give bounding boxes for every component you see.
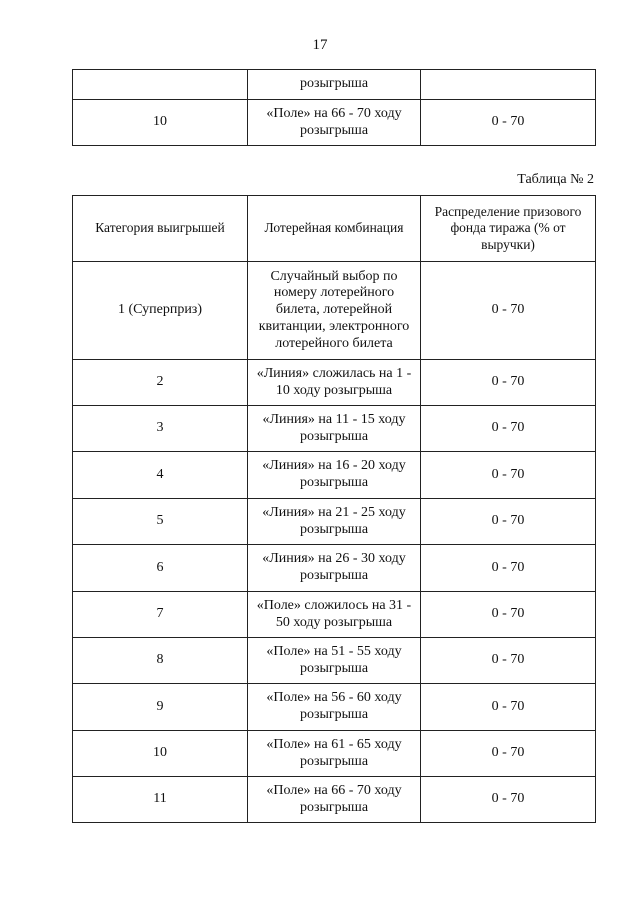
category-cell: 4 xyxy=(73,452,248,499)
combination-cell: розыгрыша xyxy=(248,70,421,100)
category-cell: 7 xyxy=(73,592,248,638)
combination-cell: Случайный выбор по номеру лотерейного билета, лотерейной квитанции, электронного лотерейного билета xyxy=(248,262,421,360)
header-combination: Лотерейная комбинация xyxy=(248,196,421,262)
distribution-cell: 0 - 70 xyxy=(421,452,596,499)
distribution-cell: 0 - 70 xyxy=(421,684,596,731)
combination-cell: «Поле» на 66 - 70 ходу розыгрыша xyxy=(248,777,421,823)
continuation-table xyxy=(72,69,596,146)
table-header-row xyxy=(73,196,596,262)
distribution-cell: 0 - 70 xyxy=(421,499,596,545)
combination-cell: «Линия» на 11 - 15 ходу розыгрыша xyxy=(248,406,421,452)
combination-cell: «Линия» сложилась на 1 - 10 ходу розыгрыша xyxy=(248,360,421,406)
distribution-cell: 0 - 70 xyxy=(421,731,596,777)
table-row xyxy=(73,684,596,731)
table-row xyxy=(73,70,596,100)
distribution-cell: 0 - 70 xyxy=(421,100,596,146)
table-row xyxy=(73,452,596,499)
distribution-cell: 0 - 70 xyxy=(421,545,596,592)
table-row xyxy=(73,777,596,823)
category-cell: 10 xyxy=(73,100,248,146)
category-cell: 2 xyxy=(73,360,248,406)
header-category: Категория выигрышей xyxy=(73,196,248,262)
table-row xyxy=(73,545,596,592)
distribution-cell: 0 - 70 xyxy=(421,262,596,360)
combination-cell: «Поле» на 61 - 65 ходу розыгрыша xyxy=(248,731,421,777)
table-row xyxy=(73,731,596,777)
distribution-cell xyxy=(421,70,596,100)
combination-cell: «Линия» на 26 - 30 ходу розыгрыша xyxy=(248,545,421,592)
distribution-cell: 0 - 70 xyxy=(421,777,596,823)
combination-cell: «Поле» на 66 - 70 ходу розыгрыша xyxy=(248,100,421,146)
category-cell: 1 (Суперприз) xyxy=(73,262,248,360)
category-cell: 10 xyxy=(73,731,248,777)
category-cell: 9 xyxy=(73,684,248,731)
table-row xyxy=(73,499,596,545)
distribution-cell: 0 - 70 xyxy=(421,638,596,684)
combination-cell: «Поле» на 56 - 60 ходу розыгрыша xyxy=(248,684,421,731)
table-row xyxy=(73,360,596,406)
page-number: 17 xyxy=(312,37,328,53)
combination-cell: «Линия» на 21 - 25 ходу розыгрыша xyxy=(248,499,421,545)
category-cell xyxy=(73,70,248,100)
distribution-cell: 0 - 70 xyxy=(421,360,596,406)
category-cell: 5 xyxy=(73,499,248,545)
prize-distribution-table xyxy=(72,195,596,823)
header-distribution: Распределение призового фонда тиража (% от выручки) xyxy=(421,196,596,262)
category-cell: 11 xyxy=(73,777,248,823)
table-title: Таблица № 2 xyxy=(517,172,594,187)
combination-cell: «Линия» на 16 - 20 ходу розыгрыша xyxy=(248,452,421,499)
table-row xyxy=(73,406,596,452)
category-cell: 3 xyxy=(73,406,248,452)
category-cell: 6 xyxy=(73,545,248,592)
table-row xyxy=(73,592,596,638)
distribution-cell: 0 - 70 xyxy=(421,406,596,452)
distribution-cell: 0 - 70 xyxy=(421,592,596,638)
table-row xyxy=(73,638,596,684)
table-row xyxy=(73,262,596,360)
combination-cell: «Поле» сложилось на 31 - 50 ходу розыгрыша xyxy=(248,592,421,638)
category-cell: 8 xyxy=(73,638,248,684)
combination-cell: «Поле» на 51 - 55 ходу розыгрыша xyxy=(248,638,421,684)
table-row xyxy=(73,100,596,146)
